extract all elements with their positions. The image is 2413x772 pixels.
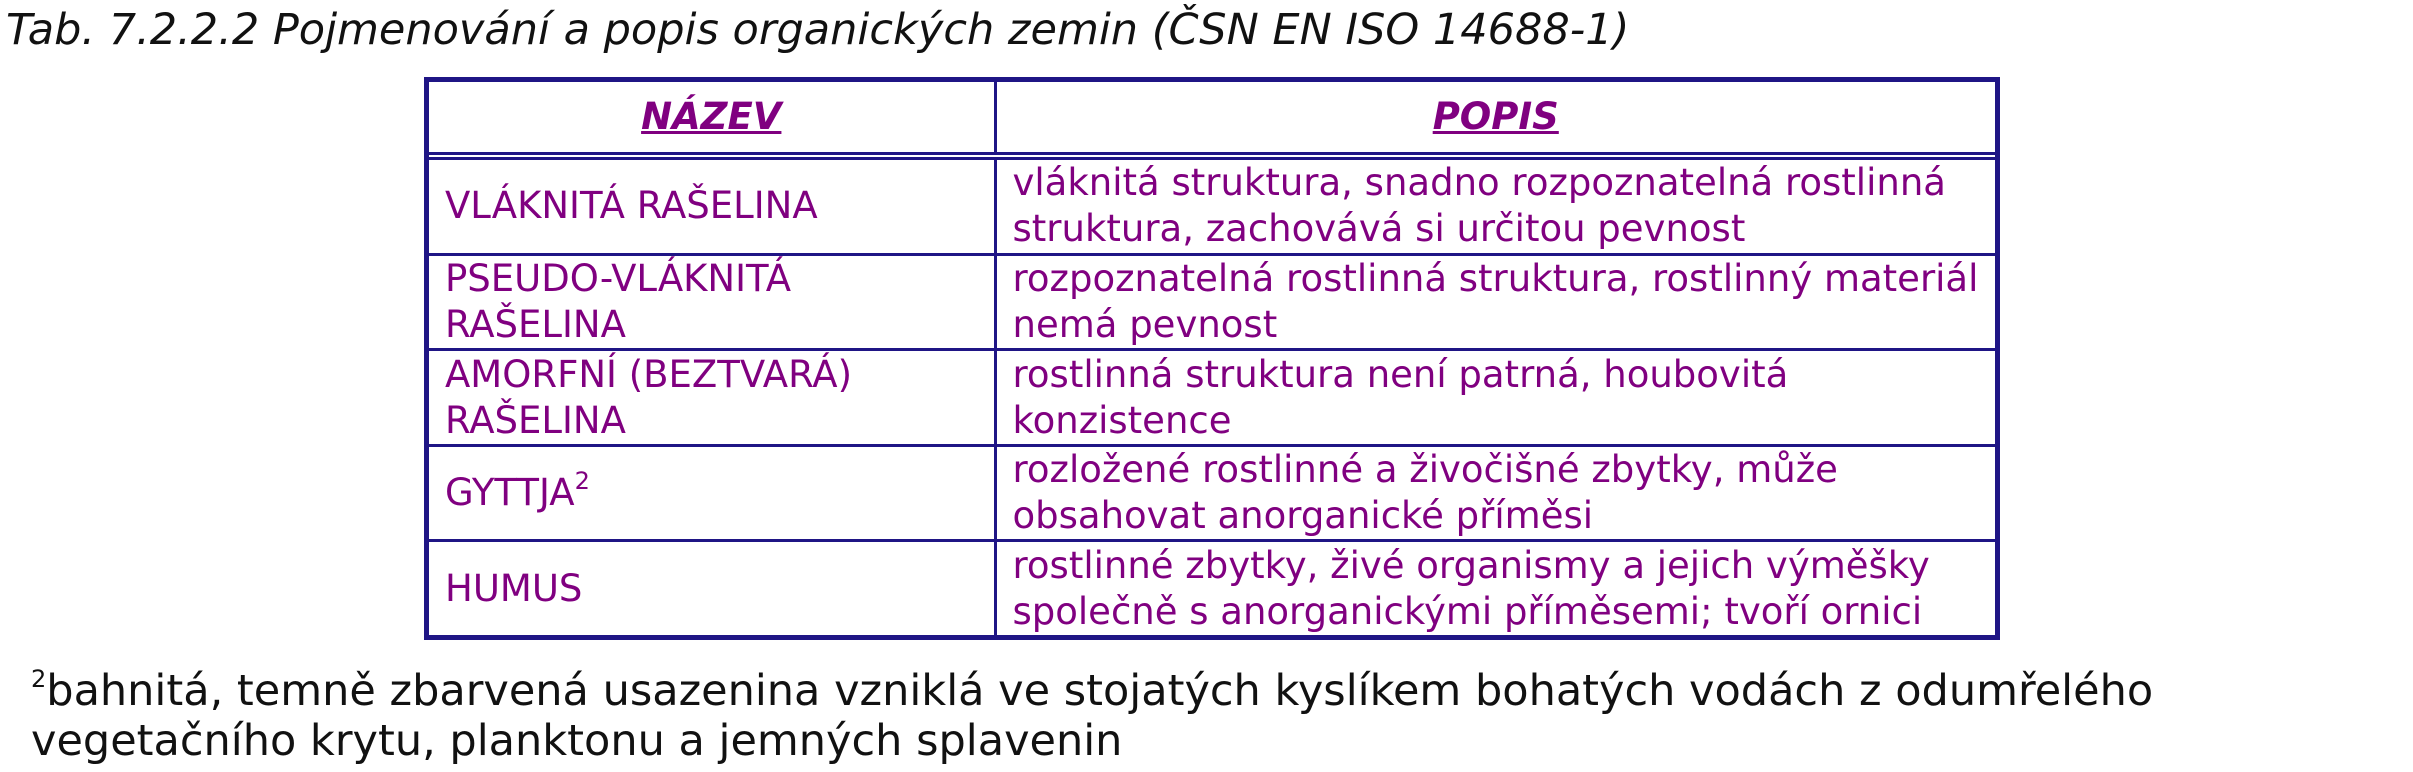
- row-description: vláknitá struktura, snadno rozpoznatelná rostlinná struktura, zachovává si určitou pevnost: [995, 156, 1995, 254]
- row-name: HUMUS: [445, 566, 583, 610]
- row-name-cell: [429, 350, 995, 446]
- row-name: AMORFNÍ (BEZTVARÁ) RAŠELINA: [445, 352, 853, 442]
- footnote: [31, 666, 2391, 766]
- row-description: rostlinné zbytky, živé organismy a jejich výměšky společně s anorganickými příměsemi; tvoří ornici: [995, 541, 1995, 635]
- header-description: POPIS: [995, 82, 1995, 156]
- footnote-mark: 2: [31, 665, 47, 693]
- organic-soils-table: [424, 77, 2000, 640]
- table-row: [429, 254, 1995, 350]
- table-row: [429, 541, 1995, 635]
- footnote-text: bahnitá, temně zbarvená usazenina vzniklá ve stojatých kyslíkem bohatých vodách z odumřelého vegetačního krytu, planktonu a jemných splavenin: [31, 666, 2154, 766]
- table-row: [429, 156, 1995, 254]
- table-caption: Tab. 7.2.2.2 Pojmenování a popis organických zemin (ČSN EN ISO 14688-1): [6, 5, 1630, 55]
- footnote-reference: 2: [574, 467, 590, 496]
- table-header-row: [429, 82, 1995, 156]
- row-name: PSEUDO-VLÁKNITÁ RAŠELINA: [445, 256, 792, 346]
- row-description: rostlinná struktura není patrná, houbovitá konzistence: [995, 350, 1995, 446]
- row-name-cell: [429, 156, 995, 254]
- table-row: [429, 350, 1995, 446]
- row-description: rozložené rostlinné a živočišné zbytky, může obsahovat anorganické příměsi: [995, 445, 1995, 541]
- header-name: NÁZEV: [429, 82, 995, 156]
- row-name-cell: [429, 541, 995, 635]
- row-name-cell: [429, 254, 995, 350]
- table-row: [429, 445, 1995, 541]
- row-name-cell: [429, 445, 995, 541]
- row-name: GYTTJA: [445, 471, 575, 515]
- row-name: VLÁKNITÁ RAŠELINA: [445, 184, 818, 228]
- row-description: rozpoznatelná rostlinná struktura, rostlinný materiál nemá pevnost: [995, 254, 1995, 350]
- soils-table-grid: [429, 82, 1995, 635]
